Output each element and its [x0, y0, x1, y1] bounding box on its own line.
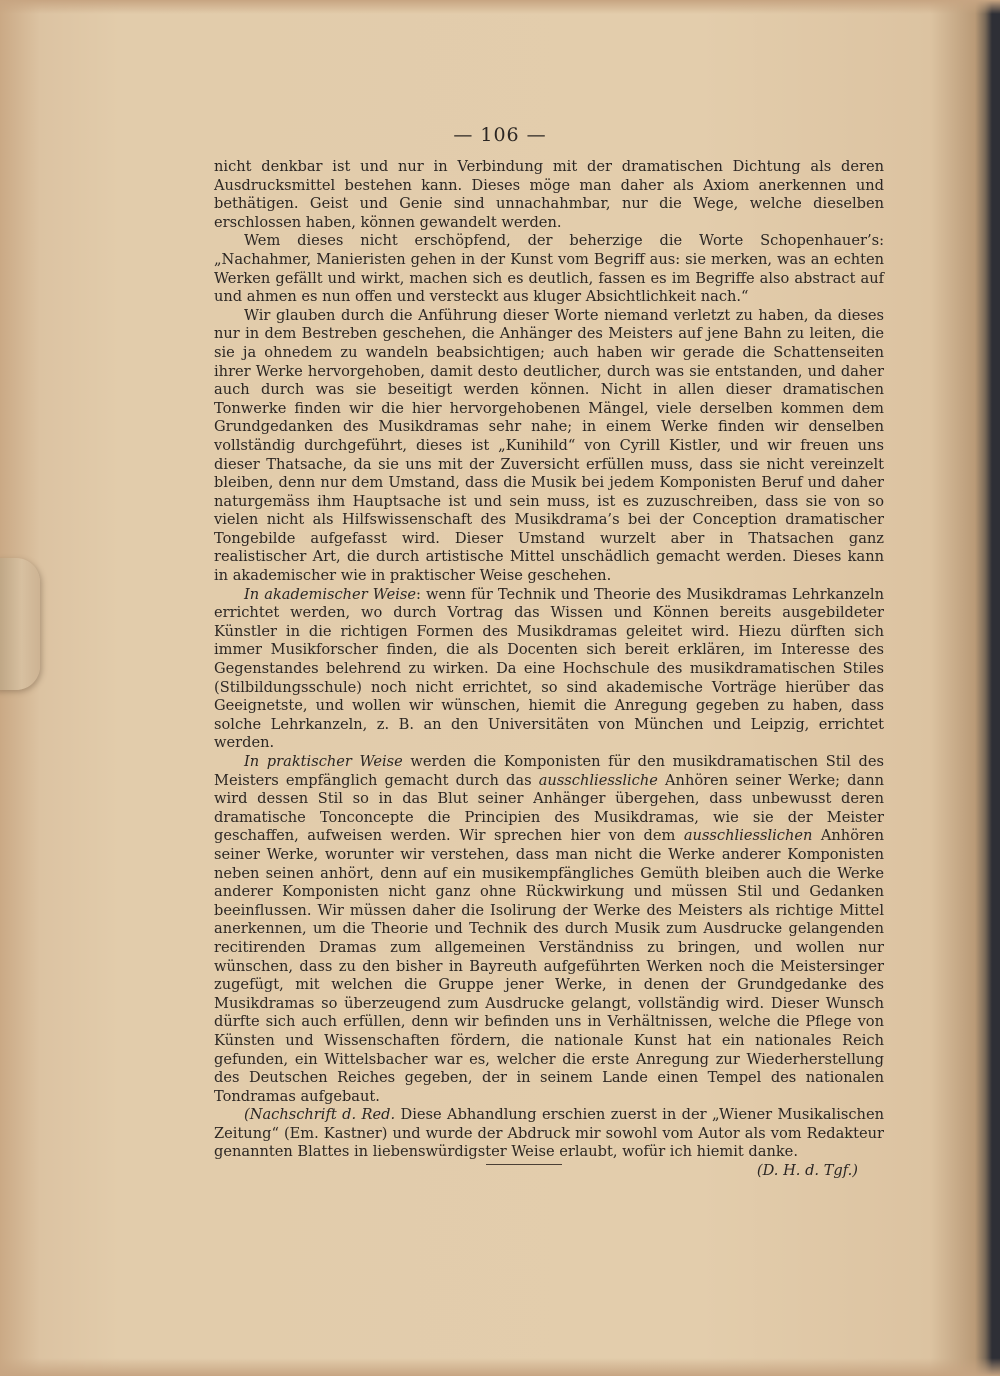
article-body: [214, 158, 884, 1181]
paragraph: [214, 232, 884, 306]
paragraph: [214, 1106, 884, 1162]
editor-signature: (D. H. d. Tgf.): [756, 1162, 858, 1180]
paragraph: [214, 753, 884, 1106]
italic-text: (Nachschrift d. Red.: [244, 1106, 396, 1124]
paragraph-text: Anhören seiner Werke, worunter wir verstehen, dass man nicht die Werke anderer Komponisten neben seinen anhört, denn auf ein musikempfängliches Gemüth bleiben auch die Werke anderer Komponisten nicht ganz ohne Rückwirkung und müssen Stil und Gedanken beeinflussen. Wir müssen daher die Isolirung der Werke des Meisters als richtige Mittel anerkennen, um die Theorie und Technik des durch Musik zum Ausdrucke gelangenden recitirenden Dramas zum allgemeinen Verständniss zu bringen, und wollen nur wünschen, dass zu den bisher in Bayreuth aufgeführten Werken noch die Meistersinger zugefügt, mit welchen die Gruppe jener Werke, in denen der Grundgedanke des Musikdramas so überzeugend zum Ausdrucke gelangt, vollständig wird. Dieser Wunsch dürfte sich auch erfüllen, denn wir befinden uns in Verhältnissen, welche die Pflege von Künsten und Wissenschaften fördern, die nationale Kunst hat ein nationales Reich gefunden, ein Wittelsbacher war es, welcher die erste Anregung zur Wiederherstellung des Deutschen Reiches gegeben, der in seinem Lande einen Tempel des nationalen Tondramas aufgebaut.: [214, 827, 884, 1105]
paragraph-text: Wir glauben durch die Anführung dieser Worte niemand verletzt zu haben, da dieses nur in dem Bestreben geschehen, die Anhänger des Meisters auf jene Bahn zu leiten, die sie ja ohnedem zu wandeln beabsichtigen; auch haben wir gerade die Schattenseiten ihrer Werke hervorgehoben, damit desto deutlicher, durch was sie entstanden, und daher auch durch was sie beseitigt werden können. Nicht in allen dieser dramatischen Tonwerke finden wir die hier hervorgehobenen Mängel, viele derselben kommen dem Grundgedanken des Musikdramas sehr nahe; in einem Werke finden wir denselben vollständig durchgeführt, dieses ist „Kunihild“ von Cyrill Kistler, und wir freuen uns dieser Thatsache, da sie uns mit der Zuversicht erfüllen muss, dass sie nicht vereinzelt bleiben, denn nur dem Umstand, dass die Musik bei jedem Komponisten Beruf und daher naturgemäss ihm Hauptsache ist und sein muss, ist es zuzuschreiben, dass sie von so vielen nicht als Hilfswissenschaft des Musikdrama’s bei der Conception dramatischer Tongebilde aufgefasst wird. Dieser Umstand wurzelt aber in Thatsachen ganz realistischer Art, die durch artistische Mittel unschädlich gemacht werden. Dieses kann in akademischer wie in praktischer Weise geschehen.: [214, 306, 884, 585]
italic-text: ausschliessliche: [538, 771, 658, 789]
paragraph-text: Anhören seiner Werke; dann wird dessen Stil so in das Blut seiner Anhänger übergehen, dass unbewusst deren dramatische Tonconcepte die Principien des Musikdramas, wie sie der Meister geschaffen, aufweisen werden. Wir sprechen hier von dem: [214, 771, 885, 845]
paper-tab: [0, 558, 40, 690]
paragraph-text: Wem dieses nicht erschöpfend, der beherzige die Worte Schopenhauer’s: „Nachahmer, Manieristen gehen in der Kunst vom Begriff aus: sie merken, was an echten Werken gefällt und wirkt, machen sich es deutlich, fassen es im Begriffe also abstract auf und ahmen es nun offen und versteckt aus kluger Absichtlichkeit nach.“: [214, 232, 884, 306]
paragraph: [214, 586, 884, 753]
italic-text: ausschliesslichen: [683, 827, 813, 845]
italic-text: In akademischer Weise: [244, 585, 416, 603]
paragraph: [214, 158, 884, 232]
page-number: — 106 —: [453, 124, 547, 146]
paragraph-text: nicht denkbar ist und nur in Verbindung mit der dramatischen Dichtung als deren Ausdrucksmittel bestehen kann. Dieses möge man daher als Axiom anerkennen und bethätigen. Geist und Genie sind unnachahmbar, nur die Wege, welche dieselben erschlossen haben, können gewandelt werden.: [214, 158, 884, 231]
italic-text: In praktischer Weise: [244, 753, 403, 770]
paragraph-text: : wenn für Technik und Theorie des Musikdramas Lehrkanzeln errichtet werden, wo durch Vortrag das Wissen und Können bereits ausgebildeter Künstler in die richtigen Formen des Musikdramas geleitet wird. Hiezu dürften sich immer Musikforscher finden, die als Docenten sich bereit erklären, im Interesse des Gegenstandes belehrend zu wirken. Da eine Hochschule des musikdramatischen Stiles (Stilbildungsschule) noch nicht errichtet, so sind akademische Vorträge hierüber das Geeignetste, und wollen wir wünschen, hiemit die Anregung gegeben zu haben, dass solche Lehrkanzeln, z. B. an den Universitäten von München und Leipzig, errichtet werden.: [214, 585, 884, 752]
page-bottom-shadow: [0, 1358, 1000, 1376]
paragraph: [214, 307, 884, 586]
paragraph-text: werden die Komponisten für den musikdramatischen Stil des Meisters empfänglich gemacht durch das: [214, 753, 885, 789]
page-top-shadow: [0, 0, 1000, 14]
paragraph-text: Diese Abhandlung erschien zuerst in der „Wiener Musikalischen Zeitung“ (Em. Kastner) und wurde der Abdruck mir sowohl vom Autor als vom Redakteur genannten Blattes in liebenswürdigster Weise erlaubt, wofür ich hiemit danke.: [214, 1106, 884, 1161]
closing-rule: [486, 1164, 562, 1165]
